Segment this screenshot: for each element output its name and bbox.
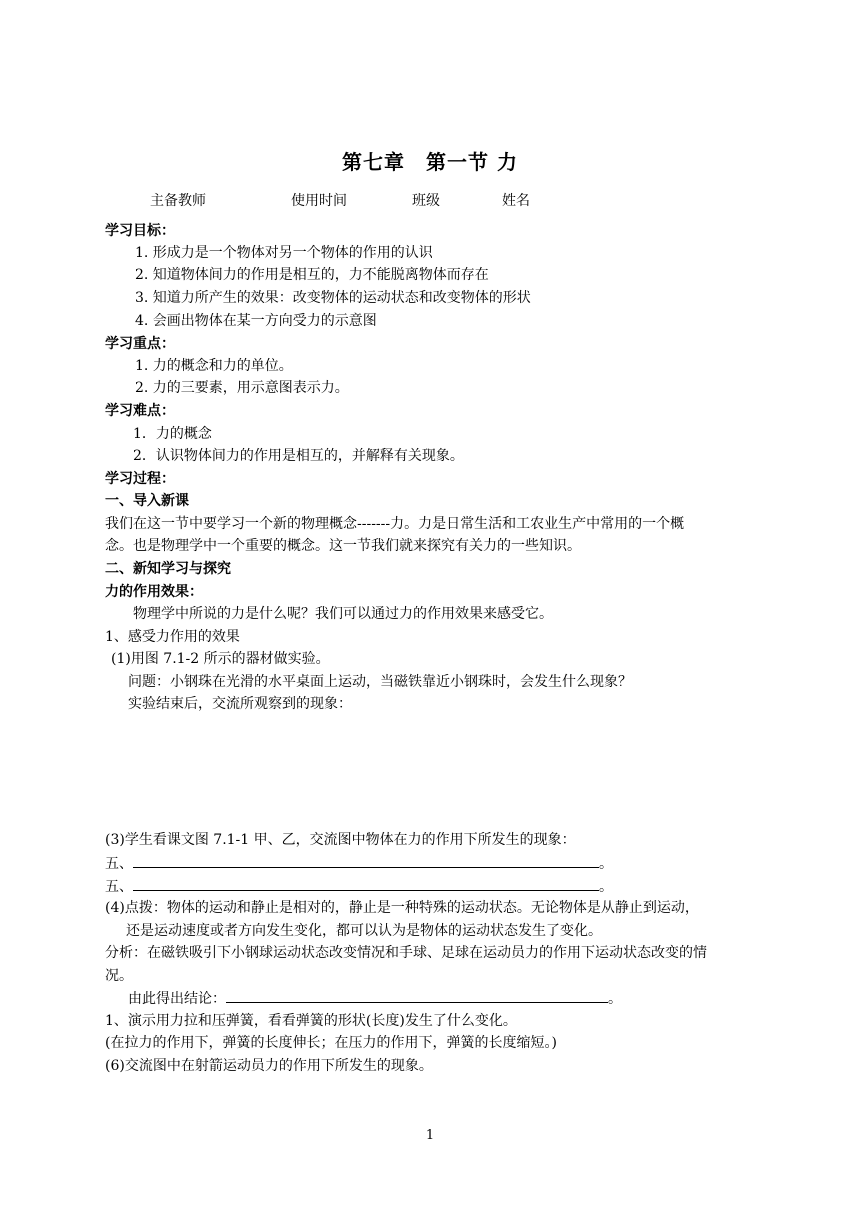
conclusion-line — [128, 988, 622, 1009]
key-item: 2. 力的三要素，用示意图表示力。 — [135, 380, 349, 396]
answer-blank[interactable] — [133, 876, 599, 891]
section2-heading: 二、新知学习与探究 — [105, 561, 231, 577]
after-experiment-text: 实验结束后，交流所观察到的现象： — [128, 696, 352, 712]
key-heading: 学习重点： — [105, 336, 175, 352]
difficult-item: 1．力的概念 — [133, 426, 212, 442]
difficult-heading: 学习难点： — [105, 403, 175, 419]
goal-item: 4. 会画出物体在某一方向受力的示意图 — [135, 313, 377, 329]
goal-item: 2. 知道物体间力的作用是相互的，力不能脱离物体而存在 — [135, 267, 489, 283]
item-5-note: (在拉力的作用下，弹簧的长度伸长；在压力的作用下，弹簧的长度缩短。) — [105, 1035, 557, 1051]
key-item: 1. 力的概念和力的单位。 — [135, 358, 293, 374]
conclusion-blank[interactable] — [226, 988, 608, 1003]
effect-heading: 力的作用效果： — [105, 584, 203, 600]
item-1: 1、感受力作用的效果 — [105, 629, 240, 645]
page-number: 1 — [425, 1128, 435, 1143]
analysis-text: 分析：在磁铁吸引下小钢球运动状态改变情况和手球、足球在运动员力的作用下运动状态改变的情 — [105, 945, 707, 961]
item-4: (4)点拨：物体的运动和静止是相对的，静止是一种特殊的运动状态。无论物体是从静止到运动， — [105, 900, 699, 916]
analysis-text: 况。 — [105, 968, 133, 984]
difficult-item: 2．认识物体间力的作用是相互的，并解释有关现象。 — [133, 448, 464, 464]
blank-prefix: 五、 — [105, 879, 133, 895]
blank-prefix: 五、 — [105, 856, 133, 872]
item-6: (6)交流图中在射箭运动员力的作用下所发生的现象。 — [105, 1058, 433, 1074]
goal-item: 3. 知道力所产生的效果：改变物体的运动状态和改变物体的形状 — [135, 290, 531, 306]
item-1-sub: (1)用图 7.1-2 所示的器材做实验。 — [111, 651, 330, 667]
item-4: 还是运动速度或者方向发生变化，都可以认为是物体的运动状态发生了变化。 — [126, 923, 602, 939]
meta-teacher: 主备教师 — [150, 193, 206, 209]
item-3: (3)学生看课文图 7.1-1 甲、乙，交流图中物体在力的作用下所发生的现象： — [105, 832, 576, 848]
goals-heading: 学习目标： — [105, 223, 175, 239]
blank-period: 。 — [599, 879, 613, 895]
blank-period: 。 — [599, 856, 613, 872]
process-heading: 学习过程： — [105, 471, 175, 487]
item-5: 1、演示用力拉和压弹簧，看看弹簧的形状(长度)发生了什么变化。 — [105, 1013, 517, 1029]
answer-blank[interactable] — [133, 853, 599, 868]
goal-item: 1. 形成力是一个物体对另一个物体的作用的认识 — [135, 245, 433, 261]
intro-text: 我们在这一节中要学习一个新的物理概念-------力。力是日常生活和工农业生产中常用的一个概 — [105, 516, 685, 532]
meta-class: 班级 — [412, 193, 440, 209]
effect-intro: 物理学中所说的力是什么呢？我们可以通过力的作用效果来感受它。 — [133, 606, 553, 622]
question-text: 问题：小钢珠在光滑的水平桌面上运动，当磁铁靠近小钢珠时，会发生什么现象？ — [128, 674, 632, 690]
intro-text: 念。也是物理学中一个重要的概念。这一节我们就来探究有关力的一些知识。 — [105, 538, 581, 554]
conclusion-period: 。 — [608, 991, 622, 1007]
section1-heading: 一、导入新课 — [105, 493, 189, 509]
blank-line-2 — [105, 876, 613, 897]
meta-time: 使用时间 — [291, 193, 347, 209]
meta-name: 姓名 — [502, 193, 530, 209]
page-title: 第七章 第一节 力 — [342, 150, 518, 174]
conclusion-label: 由此得出结论： — [128, 991, 226, 1007]
blank-line-1 — [105, 853, 613, 874]
